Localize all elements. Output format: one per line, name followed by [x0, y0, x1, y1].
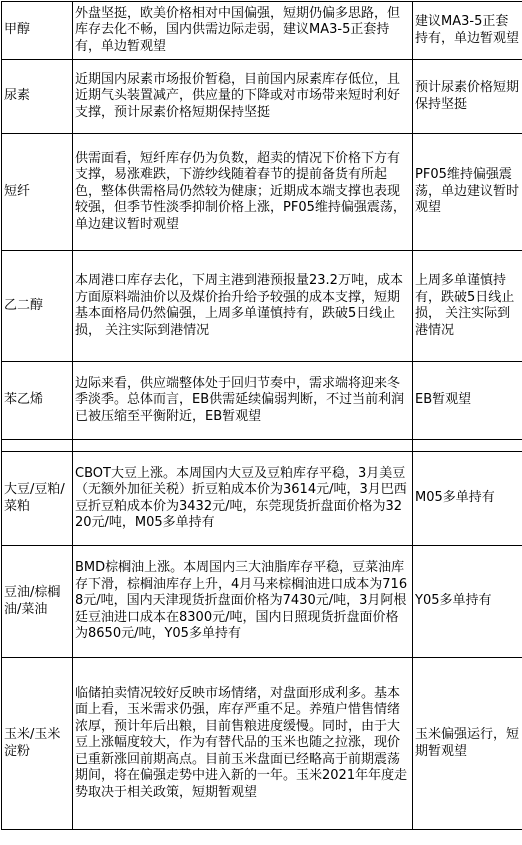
view-cell: Y05多单持有 — [413, 546, 522, 658]
view-cell: EB暂观望 — [413, 362, 522, 440]
table-row-ethylene-glycol — [2, 251, 522, 362]
view-cell: 建议MA3-5正套持有，单边暂观望 — [413, 2, 522, 60]
view-cell: 玉米偏强运行，短期暂观望 — [413, 658, 522, 830]
analysis-cell: 近期国内尿素市场报价暂稳，目前国内尿素库存低位，且近期气头装置减产，供应量的下降或对市场带来短时利好支撑，预计尿素价格短期保持坚挺 — [73, 60, 413, 134]
table-row-urea — [2, 60, 522, 134]
analysis-cell: 外盘坚挺，欧美价格相对中国偏强，短期仍偏多思路，但库存去化不畅，国内供需边际走弱，建议MA3-5正套持有，单边暂观望 — [73, 2, 413, 60]
analysis-cell: 供需面看，短纤库存仍为负数，超卖的情况下价格下方有支撑，易涨难跌，下游纱线随着春节的提前备货有所起色，整体供需格局仍然较为健康；近期成本端支撑也表现较强，但季节性淡季抑制价格上涨，PF05维持偏强震荡，单边建议暂时观望 — [73, 134, 413, 251]
analysis-cell: CBOT大豆上涨。本周国内大豆及豆粕库存平稳，3月美豆（无额外加征关税）折豆粕成本价为3614元/吨，3月巴西豆折豆粕成本价为3432元/吨，东莞现货折盘面价格为3220元/吨，M05多单持有 — [73, 452, 413, 546]
table-row-styrene — [2, 362, 522, 440]
section-divider-row — [2, 440, 522, 452]
category-cell: 苯乙烯 — [2, 362, 73, 440]
table-row-methanol — [2, 2, 522, 60]
category-cell: 乙二醇 — [2, 251, 73, 362]
table-row-vegetable-oils — [2, 546, 522, 658]
spacer-cell — [73, 440, 413, 452]
category-cell: 尿素 — [2, 60, 73, 134]
table-row-corn-starch — [2, 658, 522, 830]
view-cell: 上周多单谨慎持有，跌破5日线止损， 关注实际到港情况 — [413, 251, 522, 362]
table-row-polyester-staple — [2, 134, 522, 251]
view-cell: M05多单持有 — [413, 452, 522, 546]
category-cell: 短纤 — [2, 134, 73, 251]
category-cell: 豆油/棕榈油/菜油 — [2, 546, 73, 658]
analysis-cell: 边际来看，供应端整体处于回归节奏中，需求端将迎来冬季淡季。总体而言，EB供需延续偏弱判断，不过当前利润已被压缩至平衡附近，EB暂观望 — [73, 362, 413, 440]
analysis-cell: 本周港口库存去化，下周主港到港预报量23.2万吨，成本方面原料端油价以及煤价抬升给予较强的成本支撑，短期基本面格局仍然偏强，上周多单谨慎持有，跌破5日线止损， 关注实际到港情况 — [73, 251, 413, 362]
spacer-cell — [413, 440, 522, 452]
table-row-soybean-meal — [2, 452, 522, 546]
category-cell: 玉米/玉米淀粉 — [2, 658, 73, 830]
category-cell: 大豆/豆粕/菜粕 — [2, 452, 73, 546]
spacer-cell — [2, 440, 73, 452]
view-cell: 预计尿素价格短期保持坚挺 — [413, 60, 522, 134]
commodity-outlook-table — [1, 1, 522, 830]
view-cell: PF05维持偏强震荡，单边建议暂时观望 — [413, 134, 522, 251]
analysis-cell: 临储拍卖情况较好反映市场情绪，对盘面形成利多。基本面上看，玉米需求仍强，库存严重不足。养殖户惜售情绪浓厚，预计年后出粮，目前售粮进度缓慢。同时，由于大豆上涨幅度较大，作为有替代品的玉米也随之拉涨，现价已重新涨回前期高点。目前玉米盘面已经略高于前期震荡期间，将在偏强走势中进入新的一年。玉米2021年年度走势取决于相关政策，短期暂观望 — [73, 658, 413, 830]
analysis-cell: BMD棕榈油上涨。本周国内三大油脂库存平稳，豆菜油库存下滑，棕榈油库存上升，4月马来棕榈油进口成本为7168元/吨，国内天津现货折盘面价格为7430元/吨，3月阿根廷豆油进口成本在8300元/吨，国内日照现货折盘面价格为8650元/吨，Y05多单持有 — [73, 546, 413, 658]
category-cell: 甲醇 — [2, 2, 73, 60]
